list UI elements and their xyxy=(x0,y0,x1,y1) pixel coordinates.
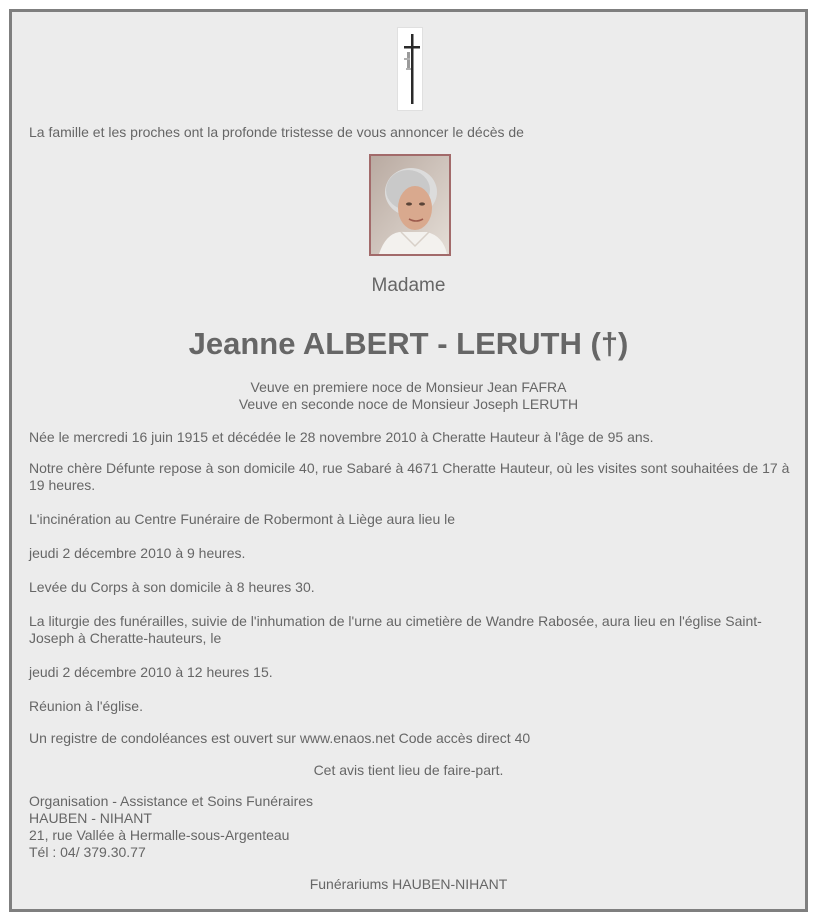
cremation-date: jeudi 2 décembre 2010 à 9 heures. xyxy=(29,545,246,561)
portrait-photo xyxy=(369,154,451,256)
liturgy-text: La liturgie des funérailles, suivie de l'inhumation de l'urne au cimetière de Wandre Rabosée, aura lieu en l'église Saint-Joseph à Cheratte-hauteurs, le xyxy=(29,613,762,646)
widow-line-2: Veuve en seconde noce de Monsieur Joseph LERUTH xyxy=(238,396,579,412)
obituary-frame xyxy=(9,9,808,912)
registry-text: Un registre de condoléances est ouvert sur www.enaos.net Code accès direct 40 xyxy=(29,730,531,746)
rest-place-text: Notre chère Défunte repose à son domicile 40, rue Sabaré à 4671 Cheratte Hauteur, où les visites sont souhaitées de 17 à 19 heures. xyxy=(29,460,790,493)
honorific: Madame xyxy=(371,275,446,296)
levee-text: Levée du Corps à son domicile à 8 heures 30. xyxy=(29,579,315,595)
cremation-text: L'incinération au Centre Funéraire de Robermont à Liège aura lieu le xyxy=(29,511,456,527)
birth-death-text: Née le mercredi 16 juin 1915 et décédée le 28 novembre 2010 à Cheratte Hauteur à l'âge de 95 ans. xyxy=(29,429,654,445)
reunion-text: Réunion à l'église. xyxy=(29,698,143,714)
organisation-line-4: Tél : 04/ 379.30.77 xyxy=(29,844,146,860)
footer-text: Funérariums HAUBEN-NIHANT xyxy=(309,876,508,892)
liturgy-date: jeudi 2 décembre 2010 à 12 heures 15. xyxy=(29,664,273,680)
organisation-line-3: 21, rue Vallée à Hermalle-sous-Argenteau xyxy=(29,827,290,843)
organisation-line-1: Organisation - Assistance et Soins Funéraires xyxy=(29,793,314,809)
notice-text: Cet avis tient lieu de faire-part. xyxy=(313,762,504,778)
organisation-line-2: HAUBEN - NIHANT xyxy=(29,810,152,826)
cross-emblem xyxy=(397,27,423,111)
deceased-name: Jeanne ALBERT - LERUTH (†) xyxy=(188,326,629,361)
intro-text: La famille et les proches ont la profonde tristesse de vous annoncer le décès de xyxy=(29,124,524,140)
cross-icon xyxy=(398,28,422,110)
widow-line-1: Veuve en premiere noce de Monsieur Jean FAFRA xyxy=(250,379,567,395)
